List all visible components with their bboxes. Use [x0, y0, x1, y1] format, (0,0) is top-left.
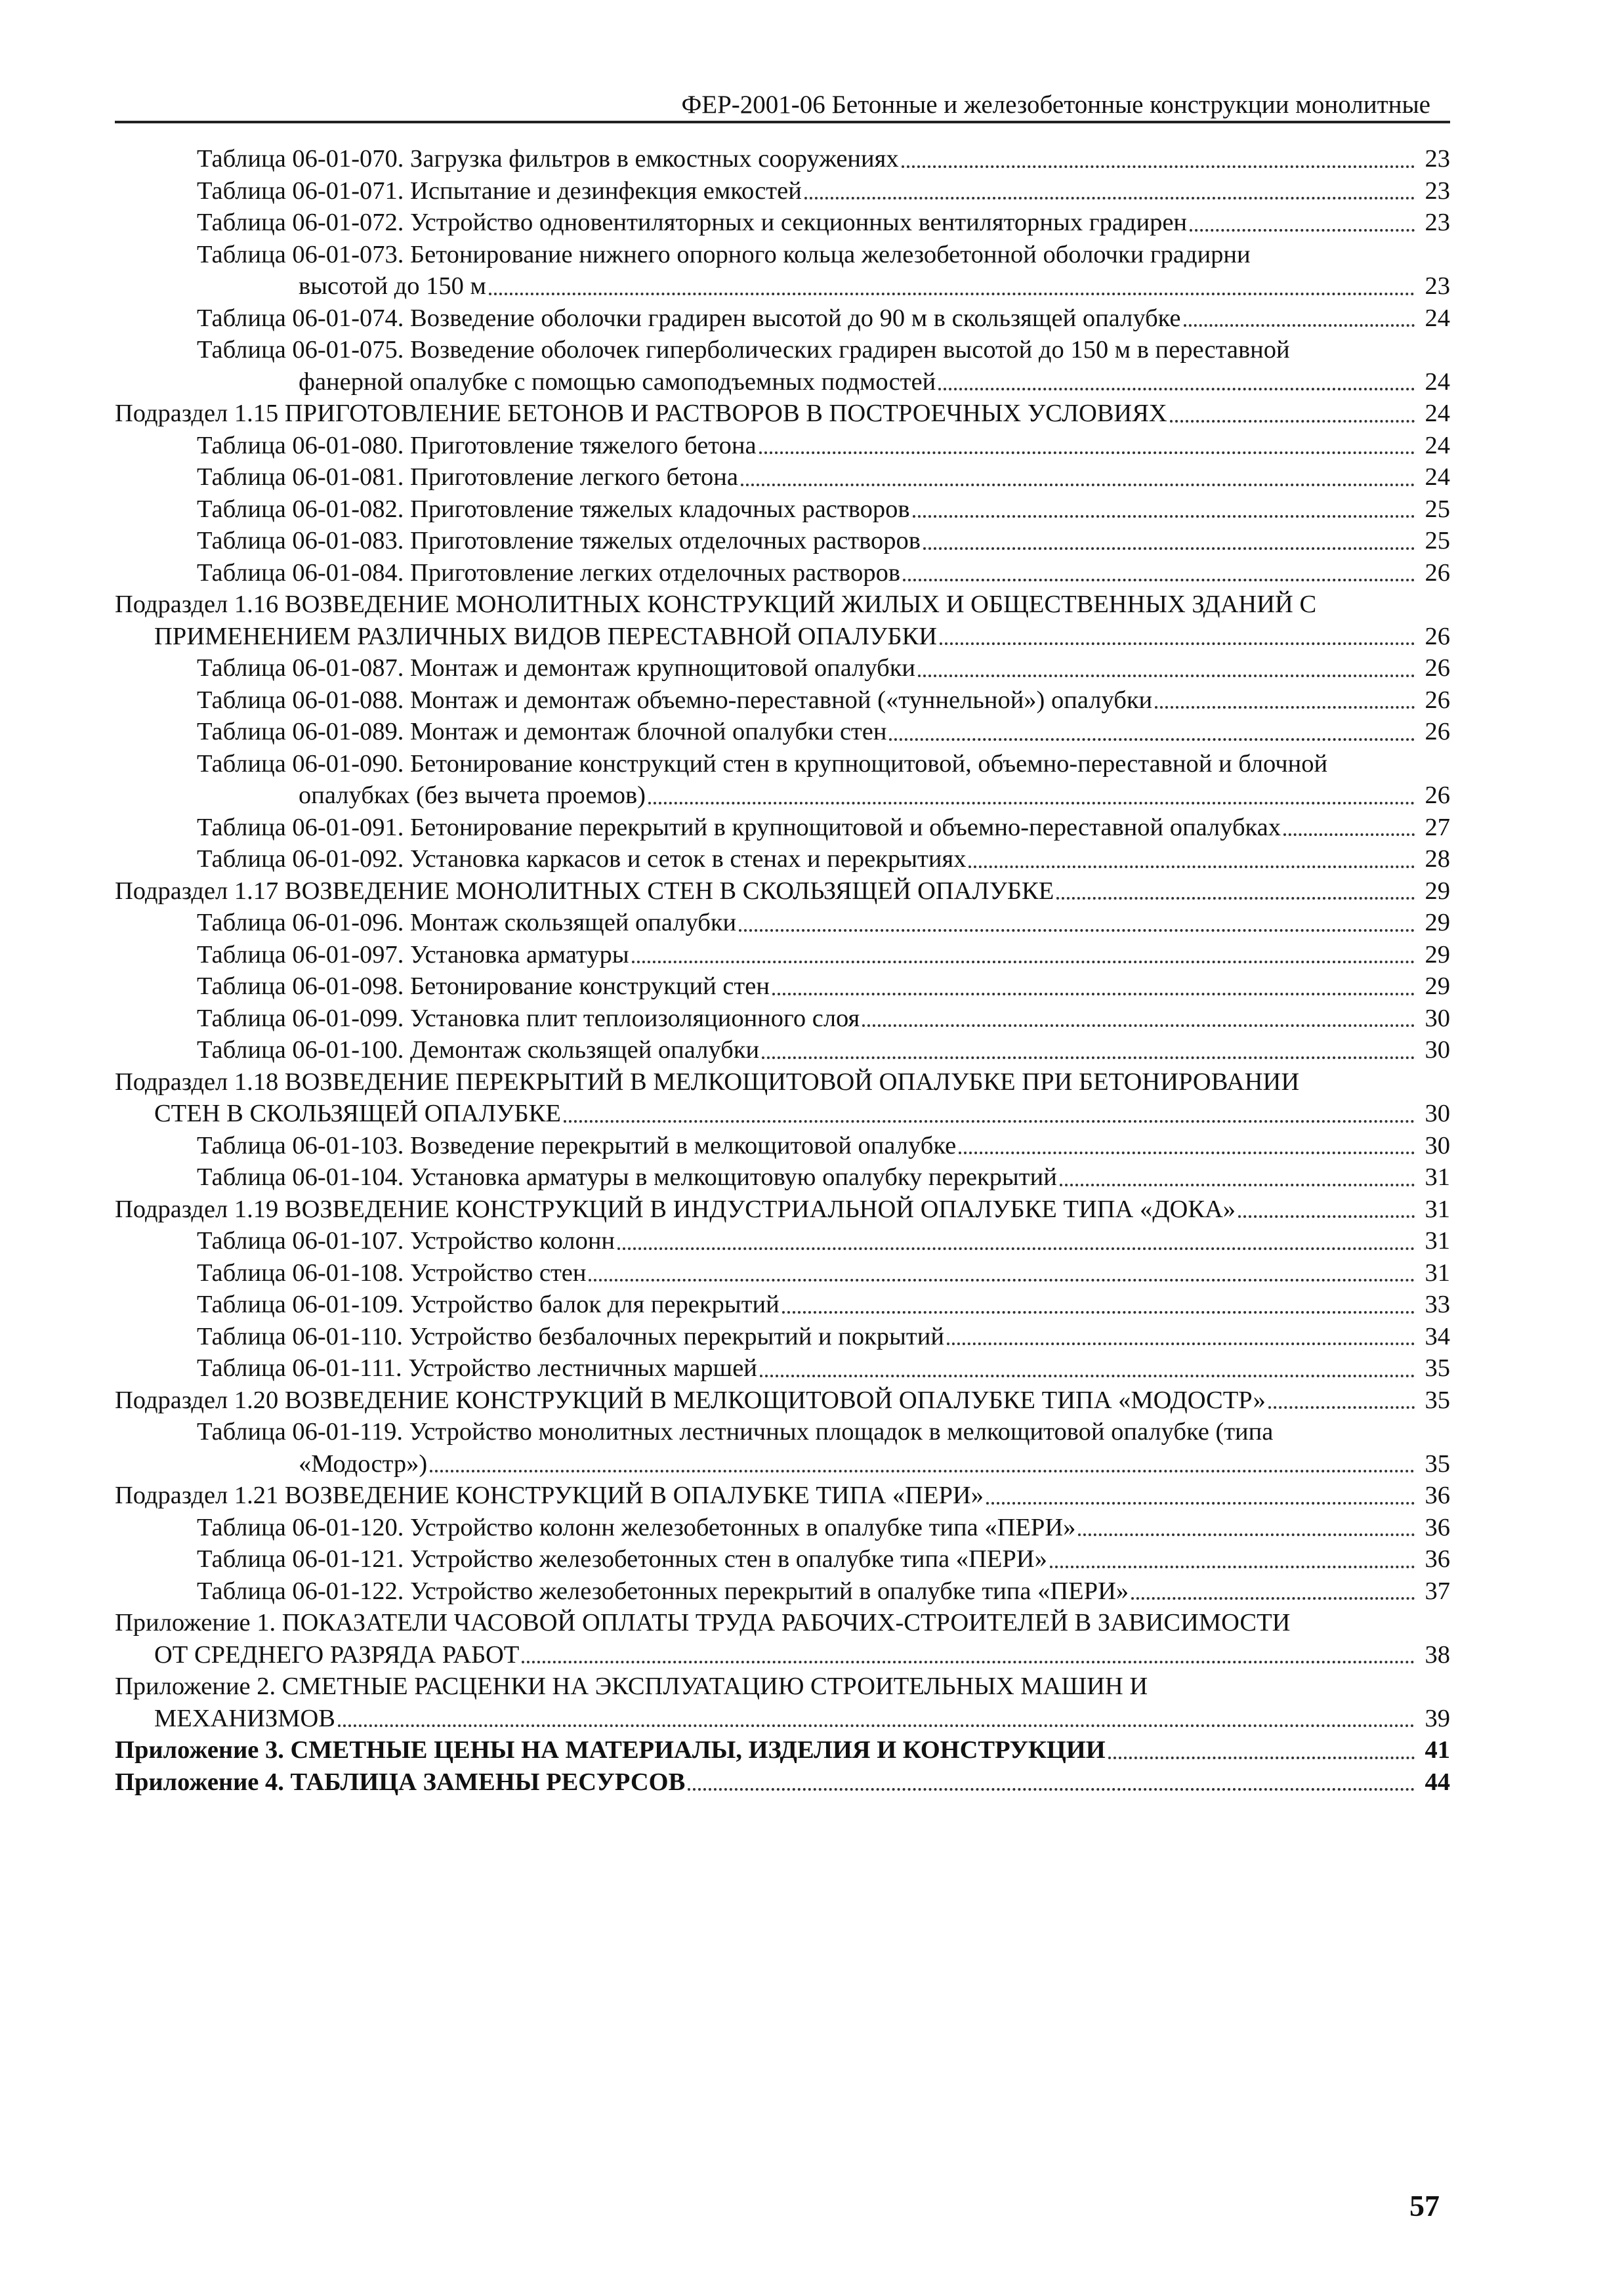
- toc-entry-text: Таблица 06-01-090. Бетонирование конструкций стен в крупнощитовой, объемно-переставной и блочной: [197, 749, 1328, 778]
- toc-page-number: 36: [1425, 1513, 1450, 1541]
- toc-entry-text: Подраздел 1.19 ВОЗВЕДЕНИЕ КОНСТРУКЦИЙ В ИНДУСТРИАЛЬНОЙ ОПАЛУБКЕ ТИПА «ДОКА»: [115, 1195, 1236, 1223]
- dot-leader: [564, 1120, 1415, 1123]
- toc-table-entry: [115, 207, 1450, 239]
- dot-leader: [739, 929, 1415, 932]
- dot-leader: [804, 197, 1415, 199]
- toc-table-entry: [115, 239, 1450, 271]
- toc-table-entry: [115, 1161, 1450, 1194]
- toc-page-number: 24: [1425, 431, 1450, 459]
- toc-table-entry: [115, 1352, 1450, 1385]
- toc-table-entry: [115, 939, 1450, 971]
- toc-page-number: 26: [1425, 686, 1450, 714]
- toc-page-number: 26: [1425, 654, 1450, 682]
- toc-page-number: 29: [1425, 877, 1450, 905]
- toc-entry-text: Подраздел 1.16 ВОЗВЕДЕНИЕ МОНОЛИТНЫХ КОНСТРУКЦИЙ ЖИЛЫХ И ОБЩЕСТВЕННЫХ ЗДАНИЙ С: [115, 591, 1317, 618]
- toc-section-entry: [115, 398, 1450, 430]
- toc-table-entry: [115, 843, 1450, 875]
- dot-leader: [760, 1375, 1415, 1377]
- toc-page-number: 37: [1425, 1577, 1450, 1605]
- toc-entry-text: Таблица 06-01-071. Испытание и дезинфекция емкостей: [197, 177, 802, 205]
- toc-entry-text: Подраздел 1.20 ВОЗВЕДЕНИЕ КОНСТРУКЦИЙ В МЕЛКОЩИТОВОЙ ОПАЛУБКЕ ТИПА «МОДОСТР»: [115, 1386, 1266, 1414]
- dot-leader: [1131, 1597, 1415, 1600]
- toc-table-entry: [115, 430, 1450, 462]
- toc-page-number: 25: [1425, 495, 1450, 523]
- toc-entry-text: Подраздел 1.18 ВОЗВЕДЕНИЕ ПЕРЕКРЫТИЙ В МЕЛКОЩИТОВОЙ ОПАЛУБКЕ ПРИ БЕТОНИРОВАНИИ: [115, 1068, 1300, 1096]
- dot-leader: [430, 1470, 1415, 1472]
- toc-page-number: 44: [1425, 1768, 1450, 1796]
- toc-section-entry: [115, 589, 1450, 621]
- toc-table-entry: [115, 812, 1450, 844]
- dot-leader: [1060, 1184, 1415, 1186]
- toc-page-number: 39: [1425, 1704, 1450, 1732]
- toc-entry-text: Таблица 06-01-104. Установка арматуры в мелкощитовую опалубку перекрытий: [197, 1163, 1057, 1191]
- toc-entry-text: Таблица 06-01-120. Устройство колонн железобетонных в опалубке типа «ПЕРИ»: [197, 1513, 1076, 1541]
- toc-entry-text: Приложение 3. СМЕТНЫЕ ЦЕНЫ НА МАТЕРИАЛЫ, ИЗДЕЛИЯ И КОНСТРУКЦИИ: [115, 1736, 1106, 1764]
- toc-table-entry: [115, 780, 1450, 812]
- toc-entry-text: фанерной опалубке с помощью самоподъемных подмостей: [299, 367, 936, 396]
- toc-entry-text: Приложение 1. ПОКАЗАТЕЛИ ЧАСОВОЙ ОПЛАТЫ ТРУДА РАБОЧИХ-СТРОИТЕЛЕЙ В ЗАВИСИМОСТИ: [115, 1609, 1291, 1636]
- toc-page-number: 24: [1425, 367, 1450, 396]
- dot-leader: [913, 515, 1415, 518]
- toc-page-number: 29: [1425, 972, 1450, 1000]
- toc-section-entry: [115, 1194, 1450, 1226]
- dot-leader: [959, 1152, 1415, 1154]
- toc-entry-text: Таблица 06-01-073. Бетонирование нижнего опорного кольца железобетонной оболочки градирни: [197, 240, 1251, 268]
- toc-page-number: 30: [1425, 1100, 1450, 1127]
- dot-leader: [741, 484, 1415, 486]
- dot-leader: [1155, 706, 1415, 709]
- toc-entry-text: Таблица 06-01-072. Устройство одновентиляторных и секционных вентиляторных градирен: [197, 209, 1188, 236]
- toc-page-number: 31: [1425, 1195, 1450, 1223]
- dot-leader: [589, 1279, 1415, 1281]
- dot-leader: [902, 165, 1415, 168]
- dot-leader: [1050, 1566, 1415, 1568]
- toc-entry-text: Таблица 06-01-070. Загрузка фильтров в емкостных сооружениях: [197, 145, 899, 173]
- toc-entry-text: Таблица 06-01-083. Приготовление тяжелых отделочных растворов: [197, 527, 921, 554]
- toc-entry-text: Таблица 06-01-088. Монтаж и демонтаж объемно-переставной («туннельной») опалубки: [197, 686, 1153, 714]
- toc-entry-text: Таблица 06-01-074. Возведение оболочки градирен высотой до 90 м в скользящей опалубке: [197, 304, 1181, 332]
- toc-entry-text: МЕХАНИЗМОВ: [154, 1704, 335, 1732]
- dot-leader: [1283, 833, 1415, 836]
- toc-entry-text: Таблица 06-01-084. Приготовление легких отделочных растворов: [197, 558, 901, 587]
- dot-leader: [1170, 420, 1415, 423]
- toc-section-entry: [115, 1607, 1450, 1639]
- toc-entry-text: Приложение 4. ТАБЛИЦА ЗАМЕНЫ РЕСУРСОВ: [115, 1768, 686, 1796]
- toc-entry-text: высотой до 150 м: [299, 272, 486, 300]
- toc-entry-text: Таблица 06-01-097. Установка арматуры: [197, 940, 629, 969]
- toc-table-entry: [115, 461, 1450, 493]
- dot-leader: [1238, 1215, 1415, 1218]
- toc-entry-text: Таблица 06-01-080. Приготовление тяжелого бетона: [197, 431, 757, 459]
- dot-leader: [489, 293, 1415, 295]
- toc-table-entry: [115, 716, 1450, 748]
- toc-entry-text: Таблица 06-01-081. Приготовление легкого бетона: [197, 463, 738, 491]
- dot-leader: [772, 993, 1415, 995]
- toc-section-entry: [115, 1066, 1450, 1098]
- dot-leader: [889, 738, 1415, 741]
- toc-page-number: 31: [1425, 1259, 1450, 1287]
- toc-table-entry: [115, 175, 1450, 207]
- toc-page-number: 30: [1425, 1131, 1450, 1159]
- toc-table-entry: [115, 557, 1450, 589]
- toc-entry-text: Таблица 06-01-098. Бетонирование конструкций стен: [197, 972, 770, 1000]
- toc-table-entry: [115, 1130, 1450, 1162]
- dot-leader: [986, 1502, 1415, 1505]
- toc-page-number: 24: [1425, 304, 1450, 332]
- dot-leader: [1108, 1757, 1415, 1759]
- toc-table-entry: [115, 302, 1450, 335]
- toc-page-number: 24: [1425, 400, 1450, 427]
- dot-leader: [940, 642, 1415, 645]
- toc-entry-text: Таблица 06-01-087. Монтаж и демонтаж крупнощитовой опалубки: [197, 654, 916, 682]
- toc-entry-text: Таблица 06-01-119. Устройство монолитных лестничных площадок в мелкощитовой опалубке (типа: [197, 1418, 1274, 1446]
- toc-entry-text: Приложение 2. СМЕТНЫЕ РАСЦЕНКИ НА ЭКСПЛУАТАЦИЮ СТРОИТЕЛЬНЫХ МАШИН И: [115, 1673, 1148, 1700]
- dot-leader: [338, 1724, 1415, 1727]
- toc-page-number: 23: [1425, 145, 1450, 173]
- toc-entry-text: Таблица 06-01-121. Устройство железобетонных стен в опалубке типа «ПЕРИ»: [197, 1545, 1047, 1573]
- toc-section-entry: [115, 1703, 1450, 1735]
- dot-leader: [648, 802, 1415, 804]
- toc-page-number: 31: [1425, 1227, 1450, 1255]
- toc-page-number: 26: [1425, 718, 1450, 745]
- toc-table-entry: [115, 493, 1450, 526]
- toc-entry-text: Подраздел 1.15 ПРИГОТОВЛЕНИЕ БЕТОНОВ И РАСТВОРОВ В ПОСТРОЕЧНЫХ УСЛОВИЯХ: [115, 400, 1167, 427]
- toc-section-entry: [115, 1734, 1450, 1766]
- toc-page-number: 24: [1425, 463, 1450, 491]
- toc-table-entry: [115, 366, 1450, 398]
- dot-leader: [632, 961, 1415, 963]
- toc-page-number: 38: [1425, 1640, 1450, 1669]
- toc-entry-text: Таблица 06-01-109. Устройство балок для перекрытий: [197, 1291, 780, 1318]
- toc-table-entry: [115, 1257, 1450, 1289]
- toc-entry-text: Таблица 06-01-082. Приготовление тяжелых кладочных растворов: [197, 495, 910, 523]
- dot-leader: [1268, 1406, 1415, 1409]
- toc-entry-text: ПРИМЕНЕНИЕМ РАЗЛИЧНЫХ ВИДОВ ПЕРЕСТАВНОЙ ОПАЛУБКИ: [154, 622, 938, 650]
- toc-table-entry: [115, 748, 1450, 780]
- running-header-title: ФЕР-2001-06 Бетонные и железобетонные конструкции монолитные: [681, 91, 1430, 119]
- toc-page-number: 36: [1425, 1482, 1450, 1509]
- dot-leader: [1190, 229, 1415, 232]
- toc-entry-text: опалубках (без вычета проемов): [299, 781, 646, 809]
- toc-entry-text: Подраздел 1.17 ВОЗВЕДЕНИЕ МОНОЛИТНЫХ СТЕН В СКОЛЬЗЯЩЕЙ ОПАЛУБКЕ: [115, 877, 1054, 905]
- toc-entry-text: Таблица 06-01-092. Установка каркасов и сеток в стенах и перекрытиях: [197, 845, 967, 873]
- toc-entry-text: Таблица 06-01-091. Бетонирование перекрытий в крупнощитовой и объемно-переставной опалубках: [197, 813, 1281, 841]
- toc-entry-text: Таблица 06-01-075. Возведение оболочек гиперболических градирен высотой до 150 м в переставной: [197, 336, 1290, 364]
- toc-entry-text: Таблица 06-01-108. Устройство стен: [197, 1259, 587, 1287]
- toc-entry-text: Таблица 06-01-107. Устройство колонн: [197, 1227, 615, 1255]
- dot-leader: [903, 579, 1415, 581]
- dot-leader: [782, 1311, 1415, 1314]
- toc-table-entry: [115, 1034, 1450, 1066]
- toc-table-entry: [115, 1321, 1450, 1353]
- toc-page-number: 30: [1425, 1036, 1450, 1064]
- toc-table-entry: [115, 970, 1450, 1003]
- dot-leader: [968, 865, 1415, 868]
- toc-page-number: 26: [1425, 781, 1450, 809]
- toc-page-number: 26: [1425, 622, 1450, 650]
- toc-page-number: 25: [1425, 527, 1450, 554]
- toc-entry-text: Таблица 06-01-110. Устройство безбалочных перекрытий и покрытий: [197, 1322, 944, 1350]
- dot-leader: [1078, 1533, 1415, 1536]
- table-of-contents: [115, 143, 1450, 1798]
- toc-page-number: 28: [1425, 845, 1450, 873]
- toc-page-number: 23: [1425, 209, 1450, 236]
- toc-table-entry: [115, 1289, 1450, 1321]
- dot-leader: [1184, 324, 1415, 327]
- dot-leader: [617, 1247, 1415, 1250]
- toc-table-entry: [115, 907, 1450, 939]
- toc-table-entry: [115, 1575, 1450, 1608]
- toc-table-entry: [115, 652, 1450, 684]
- toc-page-number: 29: [1425, 940, 1450, 969]
- toc-page-number: 35: [1425, 1354, 1450, 1382]
- toc-page-number: 23: [1425, 177, 1450, 205]
- toc-entry-text: Таблица 06-01-099. Установка плит теплоизоляционного слоя: [197, 1004, 860, 1032]
- toc-page-number: 34: [1425, 1322, 1450, 1350]
- toc-page-number: 33: [1425, 1291, 1450, 1318]
- toc-entry-text: «Модостр»): [299, 1449, 428, 1478]
- toc-entry-text: Таблица 06-01-103. Возведение перекрытий в мелкощитовой опалубке: [197, 1131, 957, 1159]
- dot-leader: [862, 1024, 1415, 1027]
- toc-table-entry: [115, 1448, 1450, 1480]
- dot-leader: [688, 1788, 1415, 1791]
- running-header: [115, 84, 1450, 123]
- dot-leader: [938, 388, 1415, 390]
- toc-section-entry: [115, 1671, 1450, 1703]
- toc-page-number: 35: [1425, 1449, 1450, 1478]
- toc-page-number: 35: [1425, 1386, 1450, 1414]
- toc-table-entry: [115, 143, 1450, 175]
- toc-section-entry: [115, 1480, 1450, 1512]
- dot-leader: [762, 1056, 1415, 1059]
- toc-table-entry: [115, 684, 1450, 717]
- toc-table-entry: [115, 1225, 1450, 1257]
- toc-page-number: 31: [1425, 1163, 1450, 1191]
- toc-section-entry: [115, 875, 1450, 907]
- toc-section-entry: [115, 1098, 1450, 1130]
- toc-table-entry: [115, 1512, 1450, 1544]
- toc-entry-text: Подраздел 1.21 ВОЗВЕДЕНИЕ КОНСТРУКЦИЙ В ОПАЛУБКЕ ТИПА «ПЕРИ»: [115, 1482, 984, 1509]
- toc-page-number: 26: [1425, 558, 1450, 587]
- dot-leader: [923, 547, 1415, 550]
- toc-page-number: 36: [1425, 1545, 1450, 1573]
- toc-table-entry: [115, 1003, 1450, 1035]
- toc-page-number: 27: [1425, 813, 1450, 841]
- toc-page-number: 23: [1425, 272, 1450, 300]
- toc-section-entry: [115, 621, 1450, 653]
- toc-section-entry: [115, 1385, 1450, 1417]
- toc-section-entry: [115, 1639, 1450, 1671]
- toc-entry-text: СТЕН В СКОЛЬЗЯЩЕЙ ОПАЛУБКЕ: [154, 1100, 561, 1127]
- dot-leader: [947, 1343, 1415, 1345]
- toc-entry-text: Таблица 06-01-096. Монтаж скользящей опалубки: [197, 909, 737, 936]
- toc-table-entry: [115, 1416, 1450, 1448]
- toc-page-number: 30: [1425, 1004, 1450, 1032]
- toc-table-entry: [115, 525, 1450, 557]
- toc-table-entry: [115, 1543, 1450, 1575]
- dot-leader: [1056, 897, 1415, 900]
- toc-entry-text: Таблица 06-01-111. Устройство лестничных маршей: [197, 1354, 757, 1382]
- toc-page-number: 29: [1425, 909, 1450, 936]
- dot-leader: [522, 1661, 1415, 1663]
- toc-section-entry: [115, 1766, 1450, 1799]
- toc-entry-text: Таблица 06-01-122. Устройство железобетонных перекрытий в опалубке типа «ПЕРИ»: [197, 1577, 1129, 1605]
- toc-table-entry: [115, 334, 1450, 366]
- toc-entry-text: ОТ СРЕДНЕГО РАЗРЯДА РАБОТ: [154, 1640, 520, 1669]
- toc-entry-text: Таблица 06-01-089. Монтаж и демонтаж блочной опалубки стен: [197, 718, 887, 745]
- toc-table-entry: [115, 270, 1450, 302]
- page-number: 57: [1409, 2189, 1440, 2222]
- toc-entry-text: Таблица 06-01-100. Демонтаж скользящей опалубки: [197, 1036, 760, 1064]
- dot-leader: [918, 675, 1415, 677]
- toc-page-number: 41: [1425, 1736, 1450, 1764]
- dot-leader: [759, 451, 1415, 454]
